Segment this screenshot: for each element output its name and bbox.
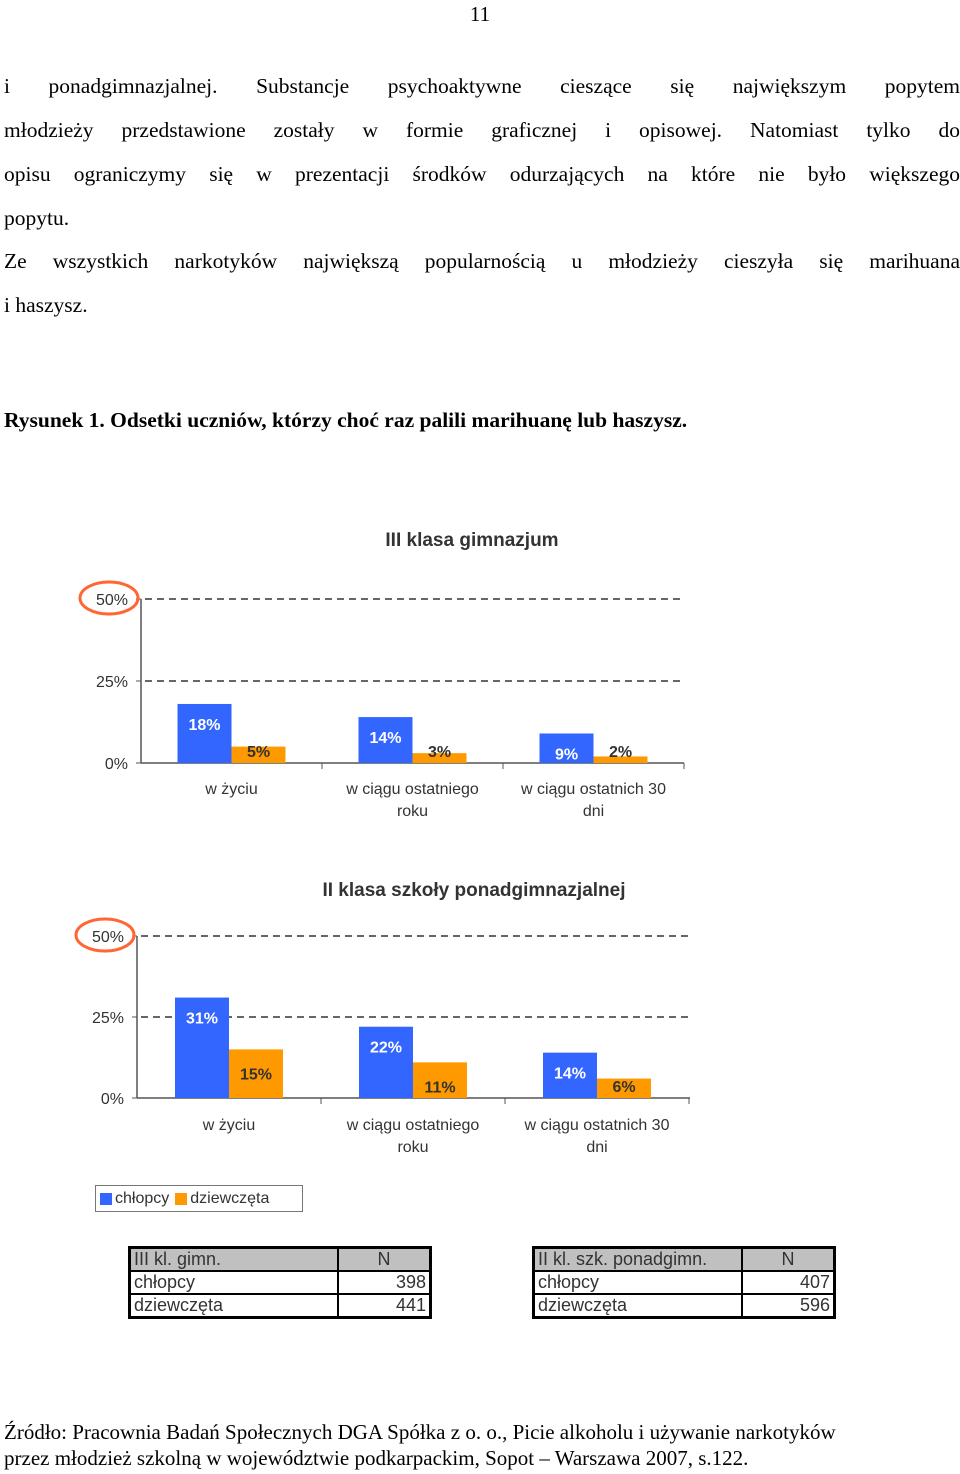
table-row [130, 1294, 431, 1318]
table-cell-label: chłopcy [130, 1271, 339, 1294]
bar-value-label: 14% [369, 730, 402, 748]
table-row [130, 1271, 431, 1294]
figure-caption: Rysunek 1. Odsetki uczniów, którzy choć raz palili marihuanę lub haszysz. [4, 408, 688, 432]
sample-size-table-ponadgimnazjalna [532, 1246, 836, 1319]
category-label: dni [582, 803, 605, 820]
y-tick-label: 25% [91, 1010, 124, 1027]
y-tick-label: 25% [95, 674, 128, 691]
table-header-row [130, 1248, 431, 1272]
legend-swatch-girls [175, 1193, 187, 1205]
bar-chart-gimnazjum [0, 520, 960, 840]
sample-size-table-gimnazjum [128, 1246, 432, 1319]
category-label: w ciągu ostatniego [346, 781, 479, 798]
legend-item-boys [100, 1190, 169, 1208]
page-number: 11 [469, 2, 491, 26]
bar-value-label: 15% [239, 1066, 273, 1084]
table-cell-n: 441 [338, 1294, 431, 1318]
paragraph-line: popytu. [4, 206, 70, 230]
table-cell-label: dziewczęta [130, 1294, 339, 1318]
table-header-n: N [338, 1248, 431, 1272]
table-cell-label: chłopcy [534, 1271, 743, 1294]
bar-value-label: 11% [424, 1079, 456, 1097]
table-header-group: III kl. gimn. [130, 1248, 339, 1272]
bar-value-label: 31% [185, 1010, 219, 1028]
table-cell-n: 407 [742, 1271, 835, 1294]
paragraph-line: młodzieży przedstawione zostały w formie graficznej i opisowej. Natomiast tylko do [4, 118, 960, 142]
category-label: w ciągu ostatnich 30 [521, 781, 666, 798]
category-label: w ciągu ostatnich 30 [524, 1117, 670, 1134]
y-tick-label: 0% [104, 756, 128, 773]
category-label: roku [396, 803, 429, 820]
bar-boys [359, 1027, 413, 1098]
legend-label-girls: dziewczęta [190, 1189, 270, 1207]
table-row [534, 1294, 835, 1318]
legend-label-boys: chłopcy [115, 1189, 170, 1207]
source-line: przez młodzież szkolną w województwie podkarpackim, Sopot – Warszawa 2007, s.122. [4, 1446, 749, 1470]
legend-item-girls [175, 1190, 269, 1208]
paragraph-line: opisu ograniczymy się w prezentacji środków odurzających na które nie było większego [4, 162, 960, 186]
bar-value-label: 6% [612, 1079, 636, 1096]
chart-ponadgimnazjalna [0, 870, 960, 1170]
chart-legend [95, 1185, 303, 1212]
bar-value-label: 2% [608, 744, 633, 761]
table-header-group: II kl. szk. ponadgimn. [534, 1248, 743, 1272]
source-line: Źródło: Pracownia Badań Społecznych DGA Spółka z o. o., Picie alkoholu i używanie narkotyków [4, 1420, 836, 1444]
paragraph-line: i ponadgimnazjalnej. Substancje psychoaktywne cieszące się największym popytem [4, 74, 960, 98]
bar-value-label: 14% [553, 1065, 587, 1083]
bar-value-label: 9% [554, 746, 579, 764]
paragraph-line: i haszysz. [4, 293, 88, 317]
category-label: roku [397, 1139, 429, 1156]
legend-swatch-boys [100, 1193, 112, 1205]
bar-value-label: 22% [369, 1039, 403, 1057]
table-cell-n: 398 [338, 1271, 431, 1294]
table-cell-label: dziewczęta [534, 1294, 743, 1318]
bar-value-label: 18% [188, 716, 221, 734]
bar-chart-ponadgimnazjalna [0, 870, 960, 1170]
y-tick-label: 0% [100, 1091, 124, 1108]
table-cell-n: 596 [742, 1294, 835, 1318]
category-label: w życiu [202, 1117, 256, 1134]
chart-title: III klasa gimnazjum [385, 530, 559, 551]
category-label: w ciągu ostatniego [346, 1117, 480, 1134]
bar-value-label: 5% [246, 744, 271, 761]
category-label: dni [586, 1139, 608, 1156]
table-row [534, 1271, 835, 1294]
category-label: w życiu [205, 781, 258, 798]
table-header-row [534, 1248, 835, 1272]
table-header-n: N [742, 1248, 835, 1272]
chart-gimnazjum [0, 520, 960, 840]
y-tick-label: 50% [91, 929, 124, 946]
paragraph-line: Ze wszystkich narkotyków największą popularnością u młodzieży cieszyła się marihuana [4, 249, 960, 273]
chart-title: II klasa szkoły ponadgimnazjalnej [322, 880, 626, 901]
bar-value-label: 3% [427, 744, 452, 761]
y-tick-label: 50% [95, 592, 128, 609]
